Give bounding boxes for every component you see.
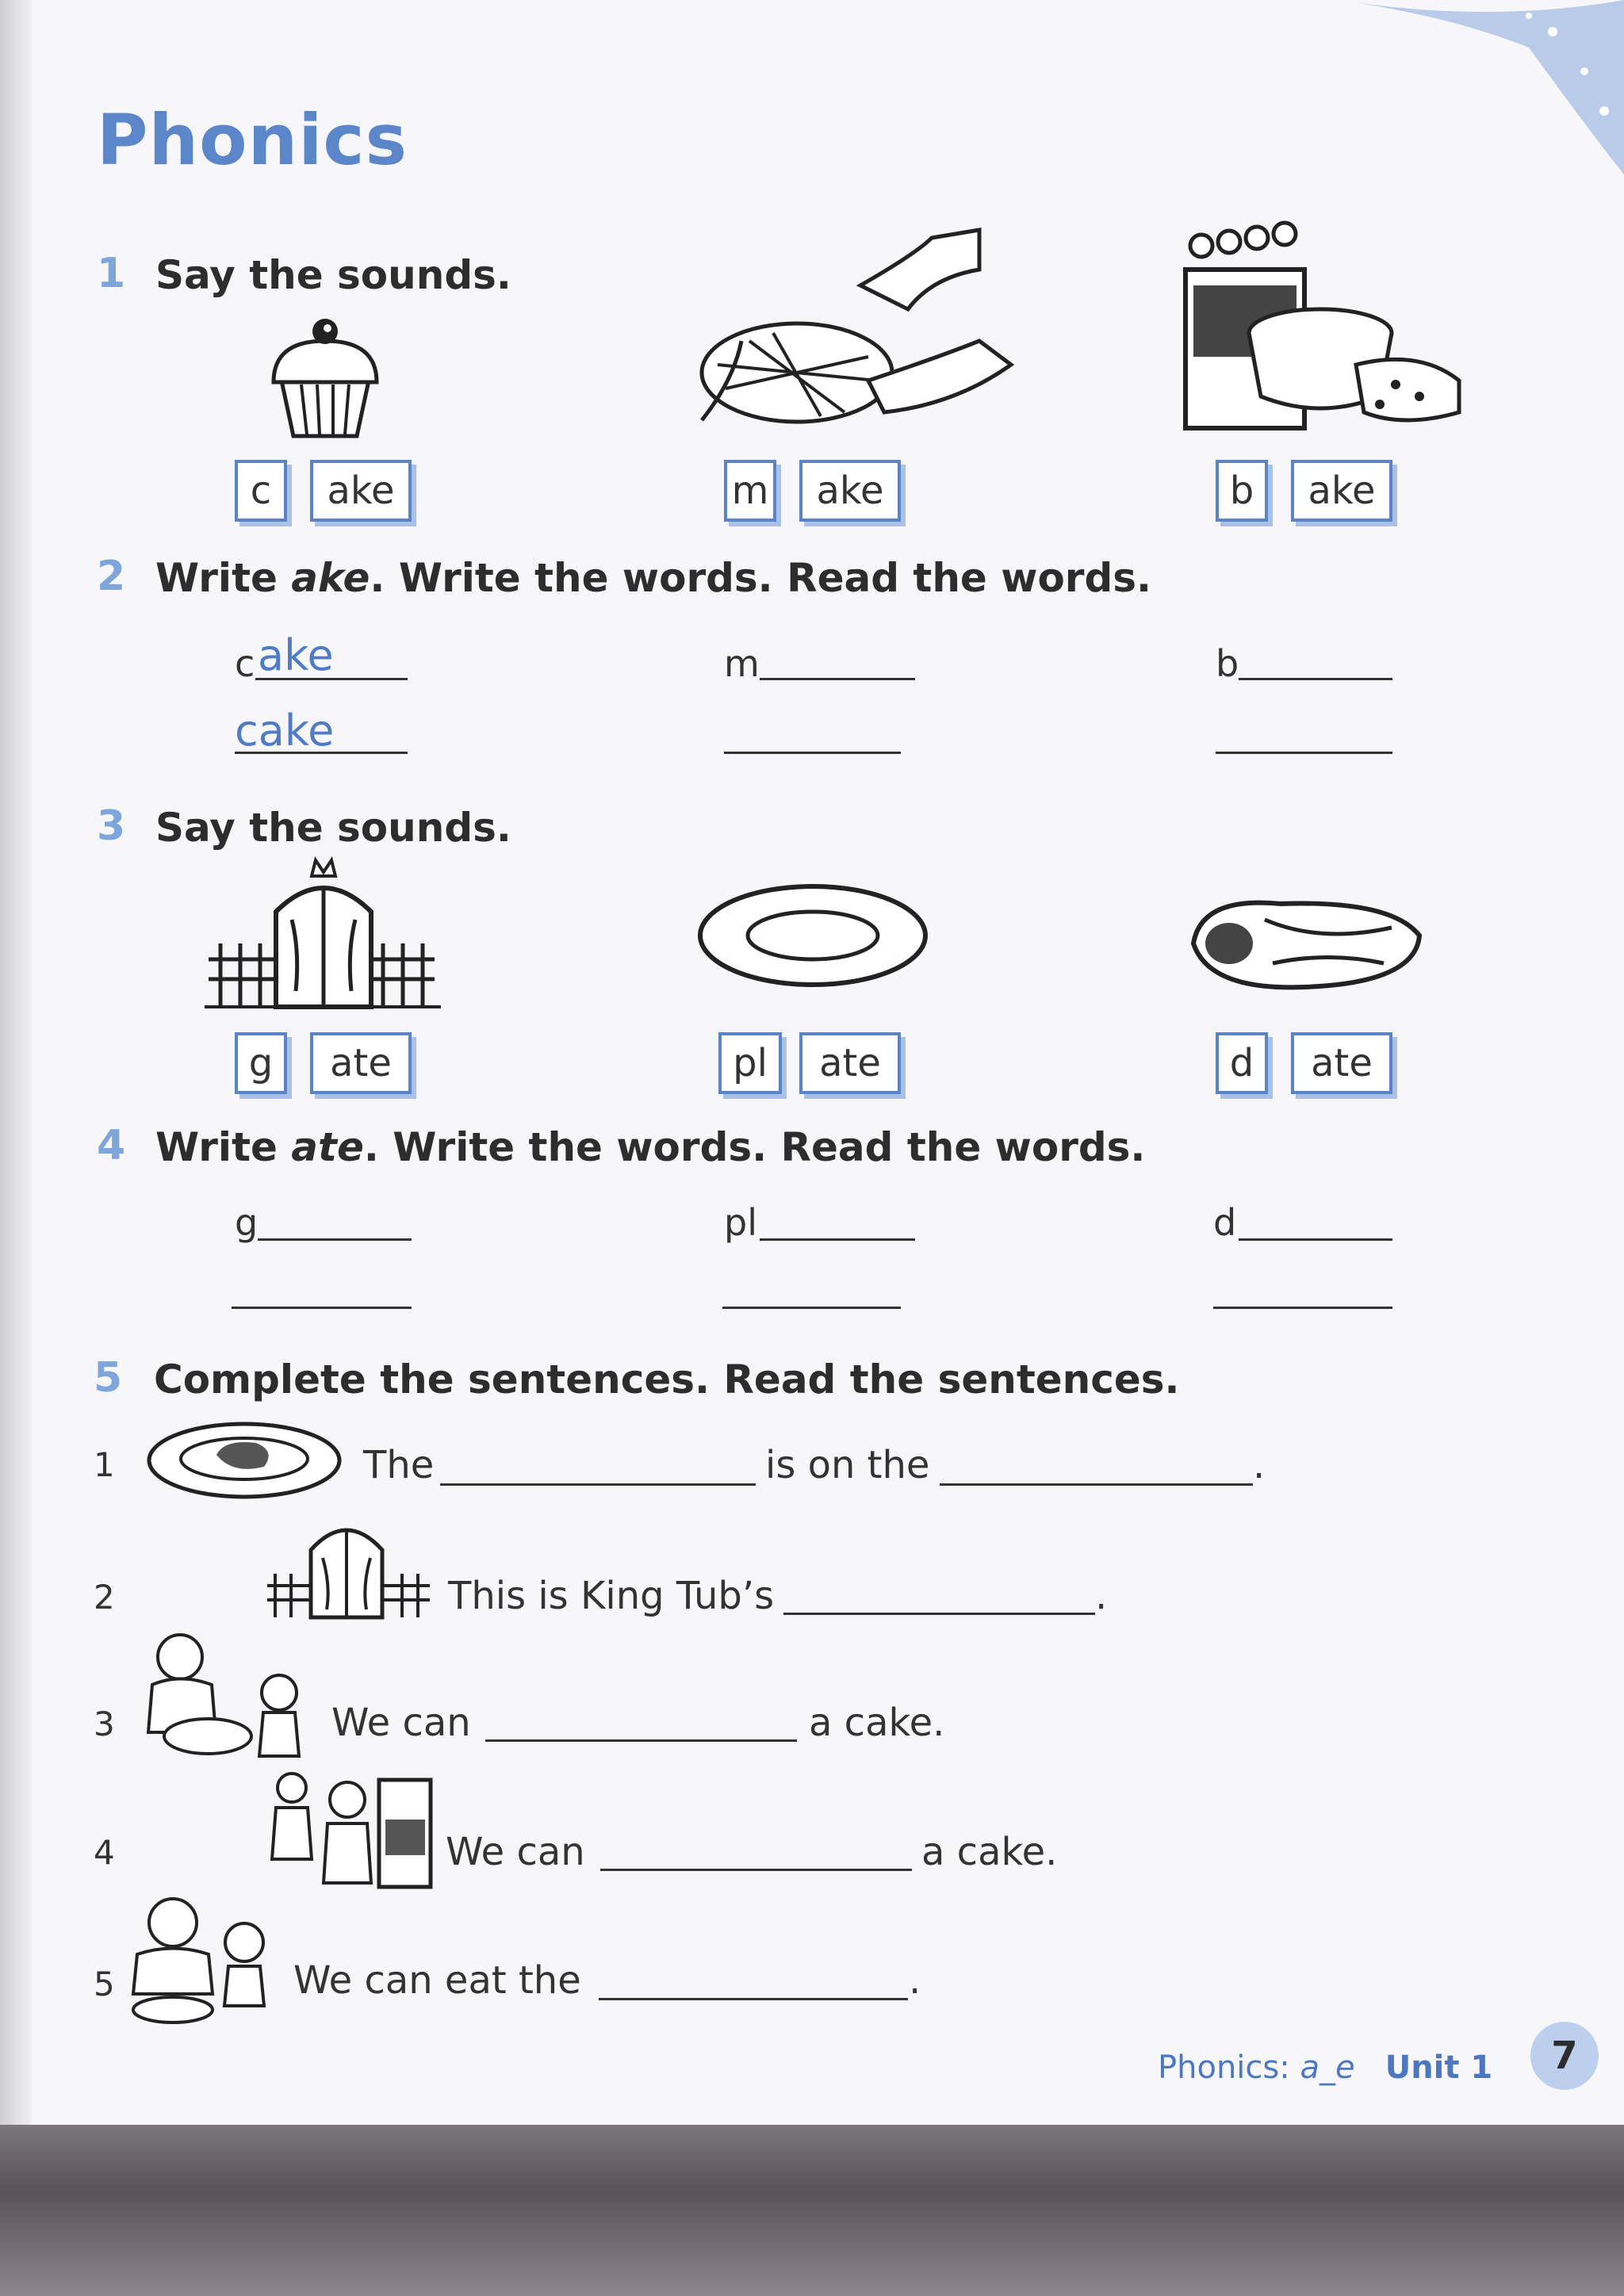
write-line[interactable]	[1239, 678, 1392, 680]
write-line[interactable]	[255, 678, 408, 680]
eating-cake-picture	[125, 1891, 276, 2030]
book-edge-shadow	[0, 2125, 1624, 2296]
instruction-text: . Write the words. Read the words.	[370, 555, 1151, 601]
rime-box-ake: ake	[799, 460, 901, 522]
sentence-text: .	[1253, 1443, 1266, 1487]
page-spine	[0, 0, 32, 2125]
plate-picture	[694, 880, 932, 991]
instruction-text: Write	[155, 1124, 292, 1170]
write-line[interactable]	[232, 1307, 412, 1309]
write-line[interactable]	[940, 1483, 1253, 1486]
cupcake-picture	[266, 309, 385, 444]
snake-basket-picture	[678, 222, 1019, 436]
word-prompt-d: d	[1213, 1201, 1237, 1244]
footer-unit: Unit 1	[1385, 2049, 1493, 2086]
rime-box-ake: ake	[310, 460, 412, 522]
word-prompt-m: m	[724, 642, 760, 685]
exercise-4-instruction	[155, 1124, 1145, 1170]
write-line[interactable]	[485, 1739, 797, 1742]
write-line[interactable]	[599, 1998, 908, 2000]
onset-box-c: c	[235, 460, 287, 522]
word-prompt-c: c	[235, 642, 255, 685]
write-line[interactable]	[724, 752, 901, 754]
sentence-number: 5	[94, 1965, 115, 2003]
word-prompt-b: b	[1216, 642, 1239, 685]
footer-topic-pattern: a_e	[1300, 2049, 1355, 2086]
exercise-1-instruction: Say the sounds.	[155, 252, 511, 298]
write-line[interactable]	[1239, 1238, 1392, 1241]
onset-box-m: m	[724, 460, 776, 522]
write-line[interactable]	[258, 1238, 412, 1241]
exercise-1-number: 1	[97, 250, 126, 297]
onset-box-pl: pl	[718, 1032, 782, 1094]
instruction-italic: ate	[291, 1124, 364, 1170]
onset-box-g: g	[235, 1032, 287, 1094]
page-title: Phonics	[97, 99, 408, 181]
write-line[interactable]	[1213, 1307, 1392, 1309]
rime-box-ake: ake	[1291, 460, 1392, 522]
exercise-5-number: 5	[94, 1354, 123, 1402]
handwritten-word: cake	[235, 706, 335, 756]
sentence-text: a cake.	[809, 1701, 945, 1745]
word-prompt-g: g	[235, 1201, 259, 1244]
sentence-text: We can	[446, 1830, 585, 1874]
baking-oven-picture	[1182, 214, 1467, 444]
instruction-text: . Write the words. Read the words.	[363, 1124, 1146, 1170]
gate-small-picture	[263, 1506, 434, 1621]
instruction-text: Write	[155, 555, 292, 601]
sentence-text: is on the	[765, 1443, 930, 1487]
date-fruit-picture	[1185, 888, 1427, 995]
exercise-5-instruction: Complete the sentences. Read the sentences.	[154, 1357, 1180, 1402]
write-line[interactable]	[1216, 752, 1392, 754]
sentence-number: 1	[94, 1445, 115, 1484]
sentence-text: We can eat the	[293, 1958, 581, 2003]
write-line[interactable]	[440, 1483, 756, 1486]
date-on-plate-picture	[145, 1419, 343, 1502]
sentence-number: 2	[94, 1578, 115, 1617]
sentence-number: 4	[94, 1833, 115, 1872]
write-line[interactable]	[760, 1238, 915, 1241]
onset-box-d: d	[1216, 1032, 1268, 1094]
exercise-2-number: 2	[97, 553, 126, 600]
rime-box-ate: ate	[310, 1032, 412, 1094]
sentence-text: .	[1095, 1574, 1108, 1618]
sentence-text: .	[909, 1958, 921, 2003]
exercise-3-number: 3	[97, 802, 126, 850]
corner-decoration	[1291, 0, 1624, 174]
sentence-text: The	[363, 1443, 435, 1487]
mixing-cake-picture	[121, 1629, 319, 1764]
handwritten-answer: ake	[258, 630, 334, 680]
rime-box-ate: ate	[799, 1032, 901, 1094]
footer-topic: Phonics:	[1158, 2049, 1300, 2086]
gate-picture	[205, 856, 442, 1015]
write-line[interactable]	[722, 1307, 901, 1309]
rime-box-ate: ate	[1291, 1032, 1392, 1094]
exercise-3-instruction: Say the sounds.	[155, 805, 511, 851]
sentence-text: This is King Tub’s	[448, 1574, 775, 1618]
exercise-2-instruction	[155, 555, 1151, 601]
exercise-4-number: 4	[97, 1122, 126, 1169]
sentence-number: 3	[94, 1705, 115, 1743]
instruction-italic: ake	[291, 555, 370, 601]
oven-baking-picture	[260, 1764, 439, 1891]
write-line[interactable]	[783, 1613, 1095, 1615]
page-number: 7	[1530, 2022, 1599, 2090]
word-prompt-pl: pl	[724, 1201, 757, 1244]
sentence-text: We can	[331, 1701, 471, 1745]
sentence-text: a cake.	[921, 1830, 1058, 1874]
write-line[interactable]	[760, 678, 915, 680]
write-line[interactable]	[235, 752, 408, 754]
onset-box-b: b	[1216, 460, 1268, 522]
write-line[interactable]	[600, 1869, 912, 1871]
page-footer	[1158, 2049, 1492, 2086]
